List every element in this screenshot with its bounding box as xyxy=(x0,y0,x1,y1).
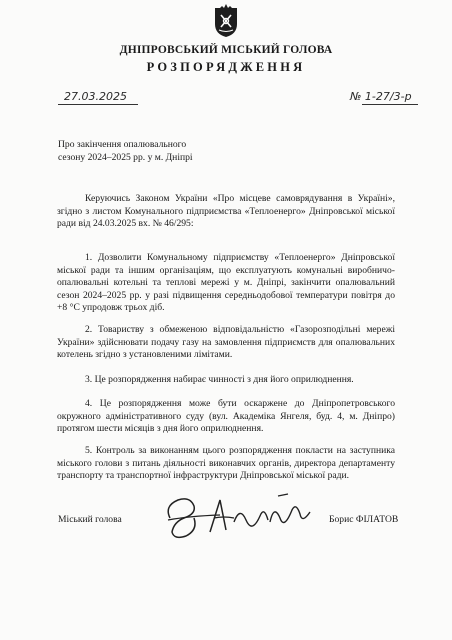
signatory-name: Борис ФІЛАТОВ xyxy=(329,514,399,525)
item-3-paragraph: 3. Це розпорядження набирає чинності з дня його оприлюднення. xyxy=(85,374,354,385)
handwritten-signature xyxy=(160,488,325,543)
document-date: 27.03.2025 xyxy=(64,90,127,103)
document-subject xyxy=(58,139,258,164)
document-number: № 1-27/3-р xyxy=(350,90,412,103)
signatory-title: Міський голова xyxy=(58,514,122,525)
organization-title: ДНІПРОВСЬКИЙ МІСЬКИЙ ГОЛОВА xyxy=(119,44,333,56)
document-type: РОЗПОРЯДЖЕННЯ xyxy=(146,60,306,74)
subject-line-1: Про закінчення опалювального xyxy=(58,139,187,150)
number-underline xyxy=(362,104,418,105)
item-1-paragraph: 1. Дозволити Комунальному підприємству «Теплоенерго» Дніпровської міської ради та іншим організаціям, що експлуатують комунальні виробничо-опалювальні котельні та теплові мережі у м. Дніпрі, закінчити опалювальний сезон 2024–2025 рр. у разі підвищення середньодобової температури повітря до +8 °С упродовж трьох діб. xyxy=(57,252,395,314)
item-2-paragraph: 2. Товариству з обмеженою відповідальністю «Газорозподільні мережі України» здійснювати подачу газу на замовлення підприємств для опалювальних котелень згідно з установленими лімітами. xyxy=(57,324,395,361)
subject-line-2: сезону 2024–2025 рр. у м. Дніпрі xyxy=(58,151,193,163)
intro-paragraph: Керуючись Законом України «Про місцеве самоврядування в Україні», згідно з листом Комунального підприємства «Теплоенерго» Дніпровської міської ради від 24.03.2025 вх. № 46/295: xyxy=(57,193,395,230)
item-5-paragraph: 5. Контроль за виконанням цього розпорядження покласти на заступника міського голови з питань діяльності виконавчих органів, директора департаменту транспорту та транспортної інфраструктури Дніпровської міської ради. xyxy=(57,445,395,482)
date-underline xyxy=(58,104,138,105)
item-4-paragraph: 4. Це розпорядження може бути оскаржене до Дніпропетровського окружного адміністративного суду (вул. Академіка Янгеля, буд. 4, м. Дніпро) протягом шести місяців з дня його оприлюднення. xyxy=(57,398,395,435)
city-coat-of-arms-icon xyxy=(213,4,239,38)
